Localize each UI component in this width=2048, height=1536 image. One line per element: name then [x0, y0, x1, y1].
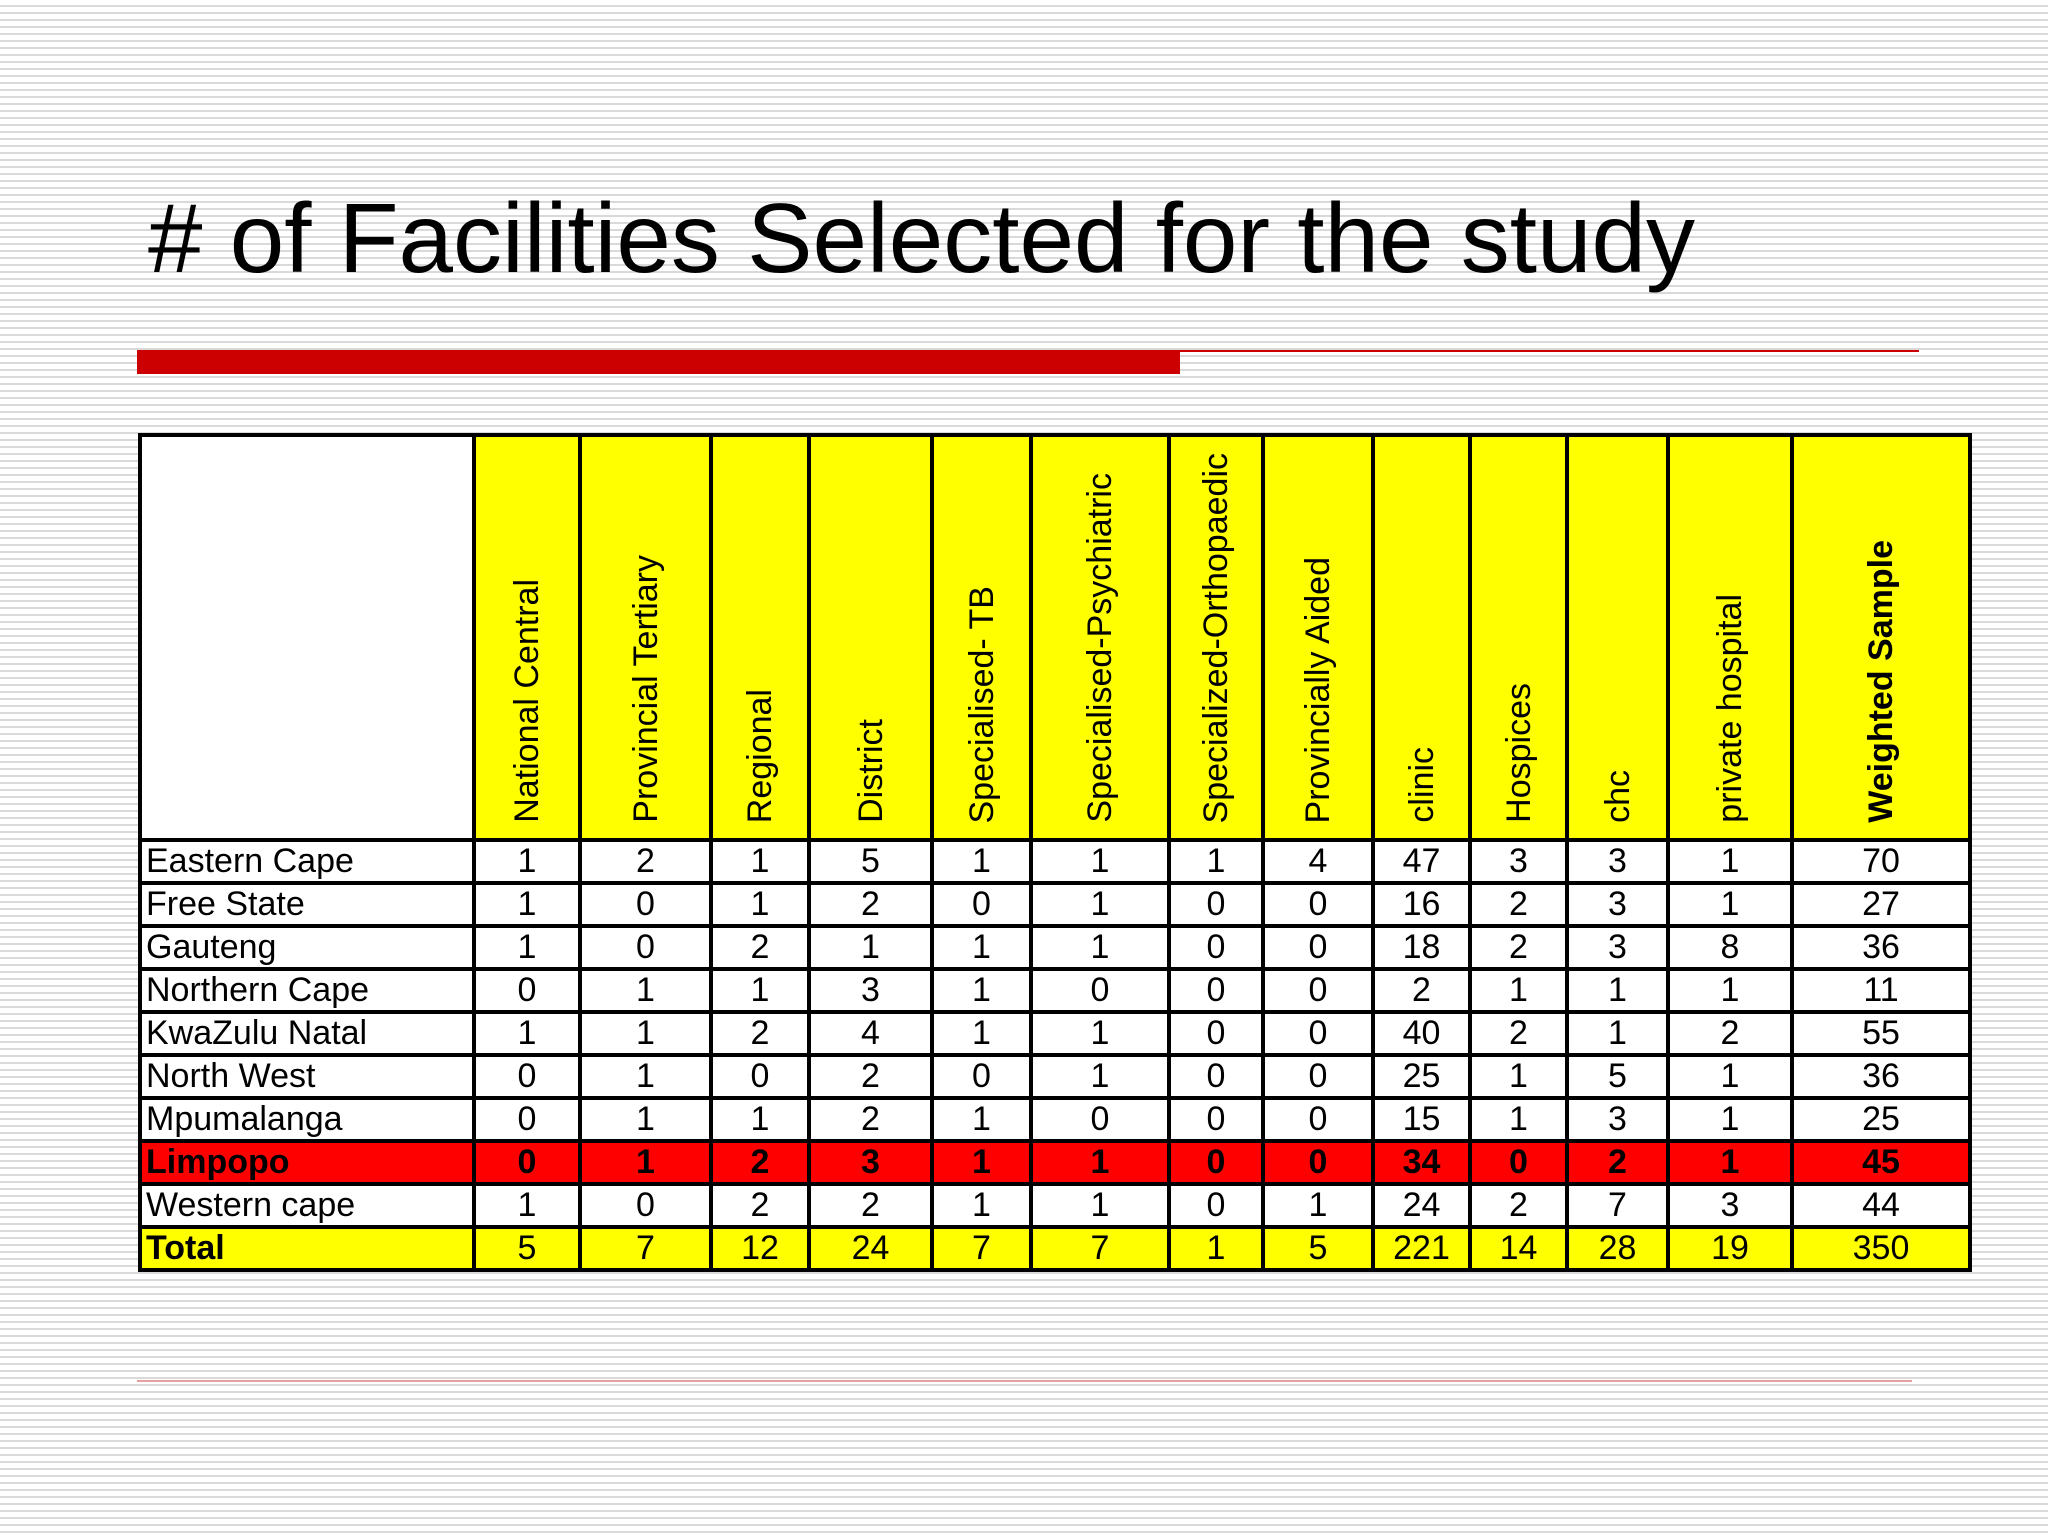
value-cell: 1 [932, 926, 1031, 969]
table-row [140, 969, 1970, 1012]
value-cell: 7 [580, 1227, 711, 1270]
column-header-label: District [851, 719, 890, 823]
value-cell: 36 [1792, 926, 1970, 969]
value-cell: 8 [1668, 926, 1792, 969]
province-cell: Free State [140, 883, 474, 926]
column-header-label: Regional [741, 688, 779, 823]
value-cell: 44 [1792, 1184, 1970, 1227]
column-header [1263, 435, 1373, 840]
province-cell: Eastern Cape [140, 840, 474, 883]
column-header-label: Specialized-Orthopaedic [1197, 452, 1235, 823]
value-cell: 2 [809, 1055, 932, 1098]
value-cell: 1 [1668, 1055, 1792, 1098]
value-cell: 0 [1263, 1055, 1373, 1098]
value-cell: 1 [1470, 1098, 1567, 1141]
value-cell: 15 [1373, 1098, 1470, 1141]
column-header [1792, 435, 1970, 840]
value-cell: 1 [580, 1141, 711, 1184]
value-cell: 1 [711, 969, 809, 1012]
value-cell: 5 [809, 840, 932, 883]
value-cell: 1 [809, 926, 932, 969]
value-cell: 70 [1792, 840, 1970, 883]
value-cell: 3 [1470, 840, 1567, 883]
facilities-table [138, 433, 1972, 1272]
column-header-label: Weighted Sample [1862, 540, 1900, 823]
value-cell: 1 [1470, 1055, 1567, 1098]
value-cell: 0 [932, 1055, 1031, 1098]
column-header [1470, 435, 1567, 840]
value-cell: 16 [1373, 883, 1470, 926]
value-cell: 1 [474, 1012, 580, 1055]
value-cell: 40 [1373, 1012, 1470, 1055]
value-cell: 0 [1169, 1141, 1263, 1184]
value-cell: 5 [1567, 1055, 1668, 1098]
value-cell: 0 [711, 1055, 809, 1098]
value-cell: 1 [932, 969, 1031, 1012]
province-cell: North West [140, 1055, 474, 1098]
value-cell: 7 [1567, 1184, 1668, 1227]
value-cell: 45 [1792, 1141, 1970, 1184]
value-cell: 4 [809, 1012, 932, 1055]
value-cell: 0 [580, 883, 711, 926]
value-cell: 7 [932, 1227, 1031, 1270]
value-cell: 0 [1169, 926, 1263, 969]
column-header [809, 435, 932, 840]
value-cell: 1 [1668, 1141, 1792, 1184]
value-cell: 3 [809, 969, 932, 1012]
value-cell: 0 [1169, 969, 1263, 1012]
value-cell: 1 [1031, 1012, 1169, 1055]
value-cell: 1 [580, 969, 711, 1012]
value-cell: 0 [1263, 883, 1373, 926]
value-cell: 350 [1792, 1227, 1970, 1270]
value-cell: 0 [1263, 969, 1373, 1012]
slide-title: # of Facilities Selected for the study [148, 183, 1695, 293]
value-cell: 3 [1567, 926, 1668, 969]
value-cell: 0 [1263, 1012, 1373, 1055]
value-cell: 34 [1373, 1141, 1470, 1184]
province-cell: Limpopo [140, 1141, 474, 1184]
province-cell: KwaZulu Natal [140, 1012, 474, 1055]
value-cell: 1 [932, 1184, 1031, 1227]
value-cell: 0 [580, 926, 711, 969]
footer-rule [137, 1380, 1912, 1382]
province-cell: Gauteng [140, 926, 474, 969]
title-underline-thin [1180, 350, 1919, 352]
value-cell: 28 [1567, 1227, 1668, 1270]
value-cell: 2 [1668, 1012, 1792, 1055]
value-cell: 0 [1169, 1184, 1263, 1227]
value-cell: 4 [1263, 840, 1373, 883]
value-cell: 1 [580, 1098, 711, 1141]
column-header-label: Hospices [1499, 683, 1538, 823]
value-cell: 2 [1567, 1141, 1668, 1184]
column-header-label: private hospital [1711, 594, 1749, 823]
value-cell: 0 [1169, 1098, 1263, 1141]
value-cell: 24 [809, 1227, 932, 1270]
value-cell: 2 [809, 1098, 932, 1141]
column-header-label: Specialised- TB [962, 585, 1001, 823]
value-cell: 0 [1031, 1098, 1169, 1141]
column-header-label: clinic [1402, 747, 1441, 823]
value-cell: 2 [711, 1012, 809, 1055]
value-cell: 3 [809, 1141, 932, 1184]
column-header [932, 435, 1031, 840]
table-body [140, 840, 1970, 1270]
value-cell: 0 [932, 883, 1031, 926]
value-cell: 1 [474, 883, 580, 926]
value-cell: 25 [1373, 1055, 1470, 1098]
value-cell: 24 [1373, 1184, 1470, 1227]
table-corner-cell [140, 435, 474, 840]
column-header-label: Provincially Aided [1299, 556, 1337, 823]
value-cell: 0 [1169, 1012, 1263, 1055]
value-cell: 221 [1373, 1227, 1470, 1270]
title-underline-thick [137, 350, 1180, 374]
value-cell: 1 [1668, 969, 1792, 1012]
value-cell: 2 [711, 1184, 809, 1227]
column-header [1668, 435, 1792, 840]
table-row [140, 1184, 1970, 1227]
value-cell: 2 [1470, 926, 1567, 969]
value-cell: 1 [1567, 969, 1668, 1012]
value-cell: 1 [1031, 926, 1169, 969]
value-cell: 1 [932, 1098, 1031, 1141]
province-cell: Western cape [140, 1184, 474, 1227]
column-header [1031, 435, 1169, 840]
value-cell: 1 [1031, 840, 1169, 883]
value-cell: 7 [1031, 1227, 1169, 1270]
value-cell: 2 [809, 883, 932, 926]
table-header-row [140, 435, 1970, 840]
value-cell: 2 [809, 1184, 932, 1227]
value-cell: 0 [1470, 1141, 1567, 1184]
value-cell: 3 [1567, 840, 1668, 883]
value-cell: 2 [580, 840, 711, 883]
value-cell: 1 [1031, 1141, 1169, 1184]
value-cell: 1 [1567, 1012, 1668, 1055]
value-cell: 0 [474, 1055, 580, 1098]
value-cell: 55 [1792, 1012, 1970, 1055]
value-cell: 27 [1792, 883, 1970, 926]
value-cell: 1 [580, 1012, 711, 1055]
value-cell: 1 [711, 840, 809, 883]
value-cell: 1 [1668, 840, 1792, 883]
value-cell: 2 [1470, 1012, 1567, 1055]
table-row [140, 1012, 1970, 1055]
column-header-label: Provincial Tertiary [626, 555, 665, 823]
table-row [140, 883, 1970, 926]
value-cell: 11 [1792, 969, 1970, 1012]
value-cell: 5 [474, 1227, 580, 1270]
province-cell: Mpumalanga [140, 1098, 474, 1141]
value-cell: 1 [474, 840, 580, 883]
value-cell: 2 [711, 926, 809, 969]
value-cell: 3 [1567, 883, 1668, 926]
value-cell: 1 [711, 1098, 809, 1141]
value-cell: 1 [474, 926, 580, 969]
value-cell: 0 [580, 1184, 711, 1227]
column-header-label: chc [1598, 770, 1637, 823]
value-cell: 0 [1263, 1141, 1373, 1184]
column-header [474, 435, 580, 840]
value-cell: 25 [1792, 1098, 1970, 1141]
value-cell: 19 [1668, 1227, 1792, 1270]
value-cell: 1 [711, 883, 809, 926]
value-cell: 0 [474, 969, 580, 1012]
total-row [140, 1227, 1970, 1270]
province-cell: Total [140, 1227, 474, 1270]
column-header [580, 435, 711, 840]
highlighted-row [140, 1141, 1970, 1184]
column-header-label: National Central [508, 579, 546, 823]
column-header-label: Specialised-Psychiatric [1081, 473, 1119, 823]
value-cell: 0 [1169, 883, 1263, 926]
value-cell: 1 [932, 1141, 1031, 1184]
value-cell: 0 [1031, 969, 1169, 1012]
table-row [140, 926, 1970, 969]
value-cell: 1 [1668, 883, 1792, 926]
column-header [1373, 435, 1470, 840]
value-cell: 1 [932, 840, 1031, 883]
province-cell: Northern Cape [140, 969, 474, 1012]
value-cell: 1 [1668, 1098, 1792, 1141]
value-cell: 0 [1263, 926, 1373, 969]
value-cell: 0 [1263, 1098, 1373, 1141]
table-row [140, 1098, 1970, 1141]
value-cell: 3 [1668, 1184, 1792, 1227]
value-cell: 1 [1470, 969, 1567, 1012]
column-header [1169, 435, 1263, 840]
column-header [1567, 435, 1668, 840]
value-cell: 2 [711, 1141, 809, 1184]
value-cell: 1 [580, 1055, 711, 1098]
value-cell: 3 [1567, 1098, 1668, 1141]
value-cell: 14 [1470, 1227, 1567, 1270]
value-cell: 47 [1373, 840, 1470, 883]
value-cell: 1 [474, 1184, 580, 1227]
value-cell: 36 [1792, 1055, 1970, 1098]
value-cell: 1 [1031, 883, 1169, 926]
table-row [140, 840, 1970, 883]
value-cell: 1 [1031, 1184, 1169, 1227]
column-header [711, 435, 809, 840]
value-cell: 0 [474, 1098, 580, 1141]
value-cell: 1 [1031, 1055, 1169, 1098]
value-cell: 1 [932, 1012, 1031, 1055]
value-cell: 1 [1169, 840, 1263, 883]
value-cell: 5 [1263, 1227, 1373, 1270]
value-cell: 2 [1470, 883, 1567, 926]
value-cell: 12 [711, 1227, 809, 1270]
value-cell: 2 [1373, 969, 1470, 1012]
value-cell: 2 [1470, 1184, 1567, 1227]
value-cell: 1 [1263, 1184, 1373, 1227]
value-cell: 0 [1169, 1055, 1263, 1098]
value-cell: 18 [1373, 926, 1470, 969]
value-cell: 0 [474, 1141, 580, 1184]
table-row [140, 1055, 1970, 1098]
value-cell: 1 [1169, 1227, 1263, 1270]
